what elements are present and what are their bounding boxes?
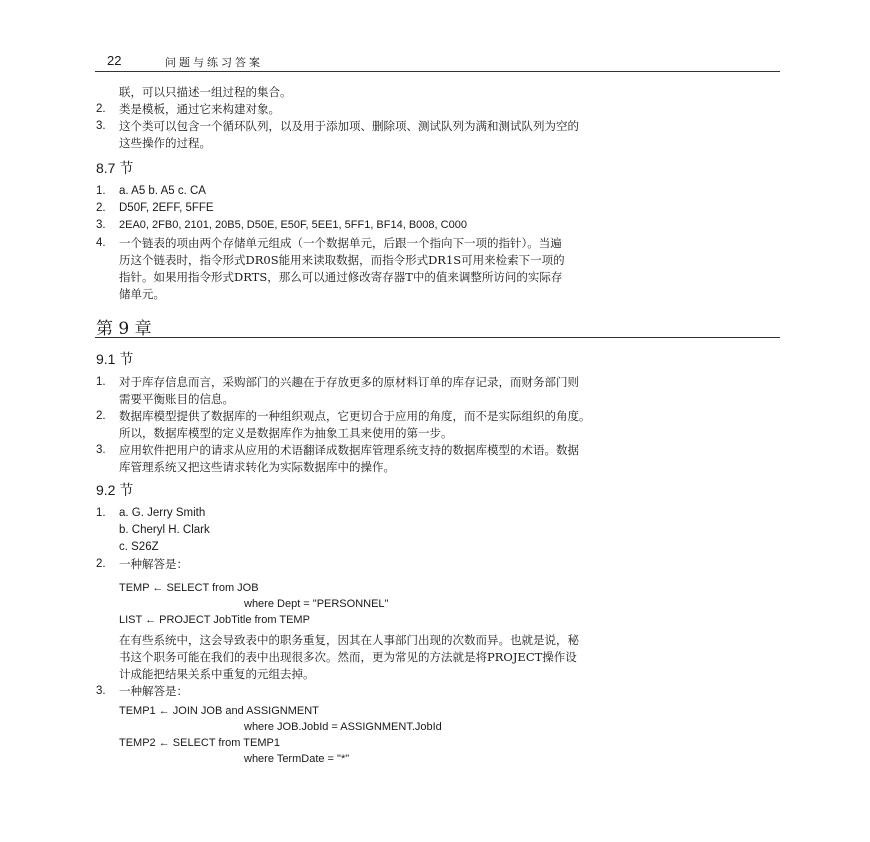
header-rule <box>95 71 780 72</box>
paragraph-line: 在有些系统中，这会导致表中的职务重复，因其在人事部门出现的次数而异。也就是说，秘 <box>119 633 579 647</box>
list-item-text: 这些操作的过程。 <box>119 136 211 150</box>
list-item-text: c. S26Z <box>119 541 159 553</box>
list-item-text: a. A5 b. A5 c. CA <box>119 185 206 197</box>
list-number: 3. <box>96 444 106 456</box>
list-number: 3. <box>96 219 106 231</box>
list-item-text: 类是模板，通过它来构建对象。 <box>119 102 280 116</box>
list-item-text: 一个链表的项由两个存储单元组成（一个数据单元，后跟一个指向下一项的指针）。当遍 <box>119 236 562 250</box>
list-item-text: 历这个链表时，指令形式DR0S能用来读取数据，而指令形式DR1S可用来检索下一项的 <box>119 253 565 267</box>
code-line: where Dept = "PERSONNEL" <box>244 598 389 610</box>
header-title: 问题与练习答案 <box>165 56 263 69</box>
paragraph-line: 联，可以只描述一组过程的集合。 <box>119 85 292 99</box>
chapter-rule <box>95 337 780 338</box>
list-number: 2. <box>96 103 106 115</box>
list-number: 3. <box>96 685 106 697</box>
list-number: 2. <box>96 410 106 422</box>
list-item-text: 一种解答是： <box>119 557 188 571</box>
list-item-text: 数据库模型提供了数据库的一种组织观点，它更切合于应用的角度，而不是实际组织的角度。 <box>119 409 591 423</box>
list-item-text: 2EA0, 2FB0, 2101, 20B5, D50E, E50F, 5EE1, 5FF1, BF14, B008, C000 <box>119 219 467 231</box>
list-number: 3. <box>96 120 106 132</box>
list-item-text: a. G. Jerry Smith <box>119 507 206 519</box>
section-heading-9-2: 9.2 节 <box>96 482 134 498</box>
code-line: where TermDate = "*" <box>244 753 350 765</box>
list-number: 4. <box>96 237 106 249</box>
chapter-title: 第 9 章 <box>96 319 152 339</box>
list-item-text: 这个类可以包含一个循环队列，以及用于添加项、删除项、测试队列为满和测试队列为空的 <box>119 119 579 133</box>
list-number: 1. <box>96 507 106 519</box>
section-heading-9-1: 9.1 节 <box>96 351 134 367</box>
list-item-text: 库管理系统又把这些请求转化为实际数据库中的操作。 <box>119 460 395 474</box>
code-line: where JOB.JobId = ASSIGNMENT.JobId <box>244 721 442 733</box>
list-item-text: 对于库存信息而言，采购部门的兴趣在于存放更多的原材料订单的库存记录，而财务部门则 <box>119 375 579 389</box>
list-item-text: 一种解答是： <box>119 684 188 698</box>
code-line: LIST ← PROJECT JobTitle from TEMP <box>119 614 310 626</box>
list-item-text: b. Cheryl H. Clark <box>119 524 210 536</box>
code-line: TEMP1 ← JOIN JOB and ASSIGNMENT <box>119 705 319 717</box>
list-number: 1. <box>96 376 106 388</box>
list-item-text: 指针。如果用指令形式DRTS，那么可以通过修改寄存器T中的值来调整所访问的实际存 <box>119 270 563 284</box>
list-item-text: 应用软件把用户的请求从应用的术语翻译成数据库管理系统支持的数据库模型的术语。数据 <box>119 443 579 457</box>
list-item-text: 储单元。 <box>119 287 165 301</box>
list-item-text: 需要平衡账目的信息。 <box>119 392 234 406</box>
section-heading-8-7: 8.7 节 <box>96 160 134 176</box>
paragraph-line: 书这个职务可能在我们的表中出现很多次。然而，更为常见的方法就是将PROJECT操作设 <box>119 650 577 664</box>
page-number: 22 <box>107 53 122 68</box>
list-number: 2. <box>96 558 106 570</box>
list-number: 2. <box>96 202 106 214</box>
code-line: TEMP2 ← SELECT from TEMP1 <box>119 737 280 749</box>
list-item-text: 所以，数据库模型的定义是数据库作为抽象工具来使用的第一步。 <box>119 426 453 440</box>
paragraph-line: 计成能把结果关系中重复的元组去掉。 <box>119 667 315 681</box>
code-line: TEMP ← SELECT from JOB <box>119 582 259 594</box>
list-item-text: D50F, 2EFF, 5FFE <box>119 202 214 214</box>
running-header <box>95 53 780 69</box>
list-number: 1. <box>96 185 106 197</box>
